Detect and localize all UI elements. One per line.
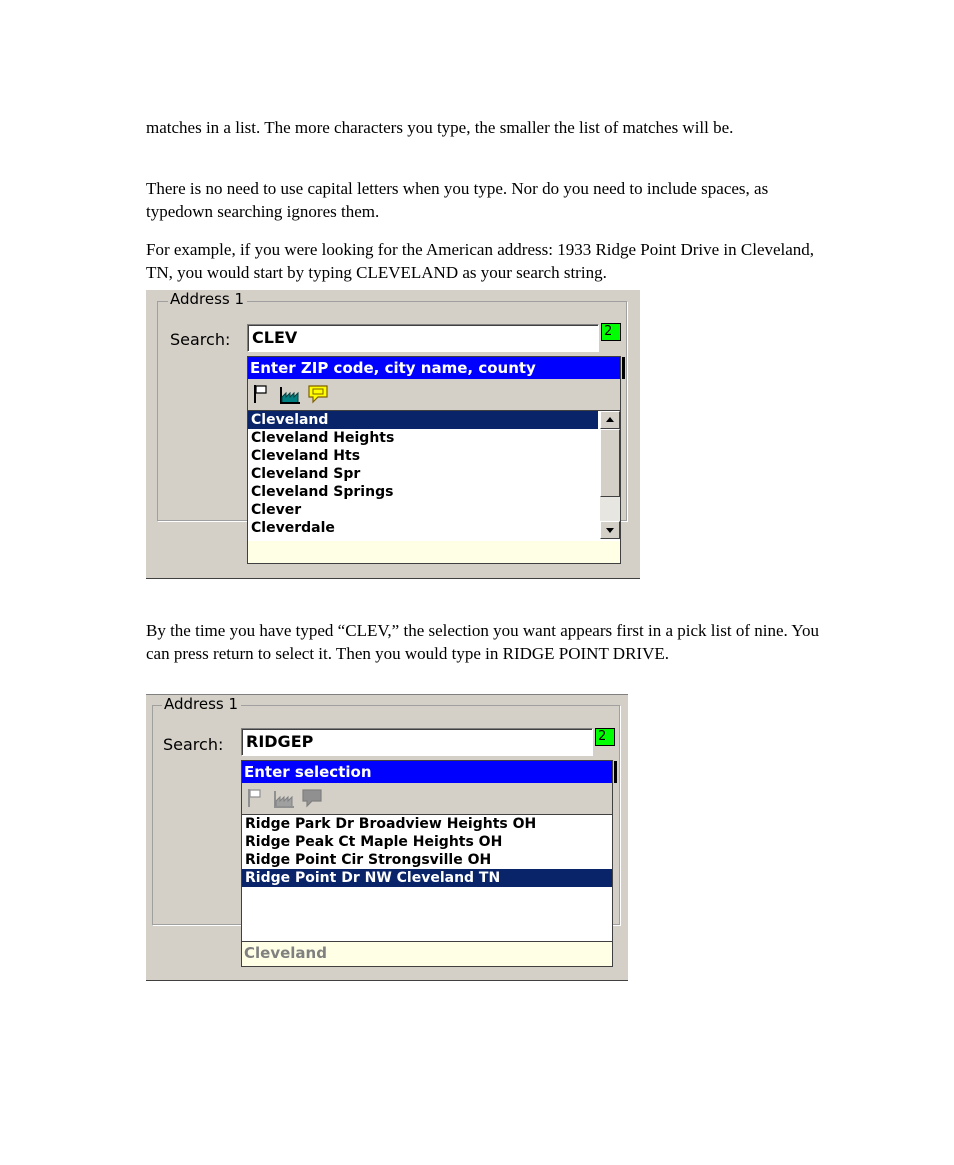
dropdown-toolbar bbox=[250, 381, 330, 407]
list-item[interactable]: Ridge Peak Ct Maple Heights OH bbox=[245, 834, 503, 850]
list-item[interactable]: Cleverdale bbox=[251, 520, 335, 536]
search-label: Search: bbox=[170, 330, 231, 349]
search-input[interactable]: CLEV bbox=[247, 324, 599, 352]
list-item[interactable]: Clever bbox=[251, 502, 302, 518]
selection-status bbox=[248, 541, 620, 563]
scroll-down-button[interactable] bbox=[600, 521, 620, 539]
typedown-dropdown bbox=[241, 760, 613, 967]
screenshot-city-search bbox=[146, 290, 640, 579]
match-list[interactable] bbox=[242, 814, 612, 942]
list-item[interactable]: Cleveland Heights bbox=[251, 430, 395, 446]
paragraph-clev-result: By the time you have typed “CLEV,” the selection you want appears first in a pick list of nine. You can press return to select it. Then you would type in RIDGE POINT DRIVE. bbox=[146, 621, 819, 663]
search-input[interactable]: RIDGEP bbox=[241, 728, 593, 756]
dropdown-toolbar bbox=[244, 785, 324, 811]
match-list[interactable] bbox=[248, 410, 620, 542]
paragraph-typedown-matches: matches in a list. The more characters you type, the smaller the list of matches will be. bbox=[146, 118, 734, 137]
flag-icon[interactable] bbox=[250, 383, 274, 405]
factory-icon bbox=[272, 787, 296, 809]
typedown-dropdown bbox=[247, 356, 621, 564]
speech-bubble-icon bbox=[300, 787, 324, 809]
list-item[interactable]: Cleveland Spr bbox=[251, 466, 361, 482]
prompt-caret bbox=[614, 761, 617, 783]
dropdown-prompt: Enter ZIP code, city name, county bbox=[248, 357, 620, 379]
list-item[interactable]: Cleveland Springs bbox=[251, 484, 394, 500]
flag-icon bbox=[244, 787, 268, 809]
match-count-badge: 2 bbox=[595, 728, 615, 746]
list-item[interactable]: Cleveland bbox=[248, 411, 598, 429]
selection-status: Cleveland bbox=[242, 942, 612, 966]
address-group-label: Address 1 bbox=[162, 695, 241, 713]
screenshot-street-search bbox=[146, 694, 628, 981]
list-item[interactable]: Ridge Point Dr NW Cleveland TN bbox=[242, 869, 612, 887]
scroll-thumb[interactable] bbox=[600, 429, 620, 497]
search-label: Search: bbox=[163, 735, 224, 754]
dropdown-prompt: Enter selection bbox=[242, 761, 612, 783]
match-count-badge: 2 bbox=[601, 323, 621, 341]
list-item[interactable]: Cleveland Hts bbox=[251, 448, 361, 464]
paragraph-capitals-spaces: There is no need to use capital letters when you type. Nor do you need to include spaces, as typedown searching ignores them. bbox=[146, 179, 769, 221]
address-group-label: Address 1 bbox=[168, 290, 247, 308]
speech-bubble-icon[interactable] bbox=[306, 383, 330, 405]
paragraph-example-address: For example, if you were looking for the American address: 1933 Ridge Point Drive in Cleveland, TN, you would start by typing CLEVELAND as your search string. bbox=[146, 240, 815, 282]
scroll-up-button[interactable] bbox=[600, 411, 620, 429]
prompt-caret bbox=[622, 357, 625, 379]
list-item[interactable]: Ridge Point Cir Strongsville OH bbox=[245, 852, 492, 868]
list-item[interactable]: Ridge Park Dr Broadview Heights OH bbox=[245, 816, 537, 832]
list-scrollbar[interactable] bbox=[600, 411, 620, 539]
factory-icon[interactable] bbox=[278, 383, 302, 405]
